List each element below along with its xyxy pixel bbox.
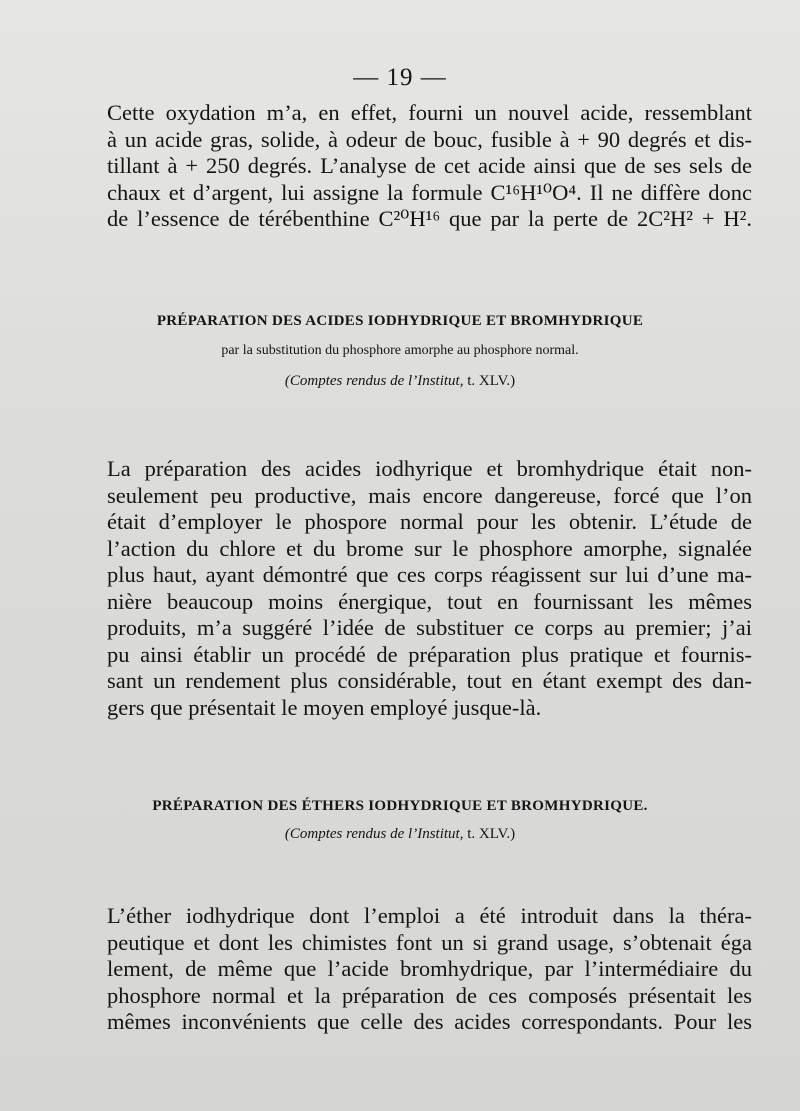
text-line: lement, de même que l’acide bromhydrique, par l’intermédiaire du: [107, 956, 752, 981]
text-line: mêmes inconvénients que celle des acides correspondants. Pour les: [107, 1009, 752, 1034]
paragraph-ether: [107, 903, 752, 1036]
reference-volume: t. XLV.): [463, 373, 516, 389]
text-line: phosphore normal et la préparation de ces composés présentait les: [107, 982, 752, 1008]
text-line: gers que présentait le moyen employé jusque-là.: [107, 694, 542, 720]
text-line: était d’employer le phospore normal pour les obtenir. L’étude de: [107, 509, 752, 534]
text-line: tillant à + 250 degrés. L’analyse de cet acide ainsi que de ses sels de: [107, 153, 752, 178]
paragraph-acid-preparation: [107, 456, 752, 721]
page-number: — 19 —: [353, 64, 447, 91]
text-line: plus haut, ayant démontré que ces corps réagissent sur lui d’une ma-: [107, 562, 752, 587]
text-line: de l’essence de térébenthine C²⁰H¹⁶ que par la perte de 2C²H² + H².: [107, 206, 752, 231]
text-line: produits, m’a suggéré l’idée de substituer ce corps au premier; j’ai: [107, 615, 752, 640]
text-line: à un acide gras, solide, à odeur de bouc, fusible à + 90 degrés et dis-: [107, 126, 752, 152]
text-line: L’éther iodhydrique dont l’emploi a été introduit dans la théra-: [107, 903, 752, 928]
text-line: Cette oxydation m’a, en effet, fourni un nouvel acide, ressemblant: [107, 100, 752, 125]
text-line: l’action du chlore et du brome sur le phosphore amorphe, signalée: [107, 535, 752, 561]
reference-source: (Comptes rendus de l’Institut,: [284, 826, 464, 842]
text-line: seulement peu productive, mais encore dangereuse, forcé que l’on: [107, 482, 752, 508]
section-subheading: par la substitution du phosphore amorphe au phosphore normal.: [221, 343, 579, 358]
text-line: La préparation des acides iodhyrique et bromhydrique était non-: [107, 456, 752, 481]
reference-volume: t. XLV.): [463, 826, 516, 842]
reference-source: (Comptes rendus de l’Institut,: [284, 373, 464, 389]
text-line: nière beaucoup moins énergique, tout en fournissant les mêmes: [107, 588, 752, 614]
text-line: chaux et d’argent, lui assigne la formule C¹⁶H¹⁰O⁴. Il ne diffère donc: [107, 179, 752, 205]
text-line: sant un rendement plus considérable, tout en étant exempt des dan-: [107, 668, 752, 693]
paragraph-oxidation: [107, 100, 752, 233]
section-reference: [0, 373, 800, 390]
text-line: pu ainsi établir un procédé de préparation plus pratique et fournis-: [107, 641, 752, 667]
section-heading-acids: PRÉPARATION DES ACIDES IODHYDRIQUE ET BROMHYDRIQUE: [156, 313, 644, 329]
section-reference: [0, 826, 800, 843]
text-line: peutique et dont les chimistes font un si grand usage, s’obtenait éga: [107, 929, 752, 955]
section-heading-ethers: PRÉPARATION DES ÉTHERS IODHYDRIQUE ET BROMHYDRIQUE.: [152, 798, 648, 814]
